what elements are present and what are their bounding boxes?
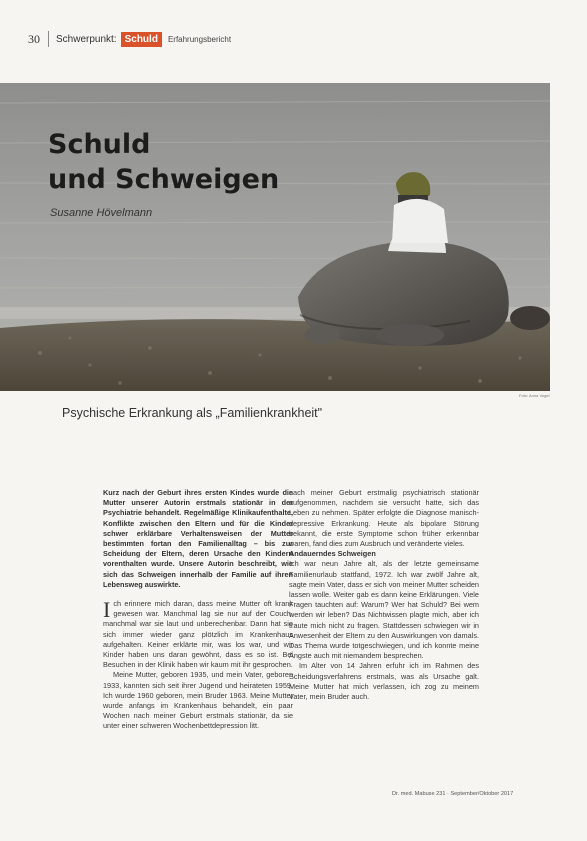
section-subheading: Andauerndes Schweigen (289, 549, 376, 559)
section-label: Schwerpunkt: (56, 33, 117, 45)
drop-cap: I (103, 597, 111, 623)
hero-photo (0, 83, 550, 391)
title-line-1: Schuld (48, 129, 151, 160)
title-line-2: und Schweigen (48, 164, 280, 195)
category-label: Erfahrungsbericht (167, 34, 232, 44)
right-column (289, 488, 479, 702)
body-paragraph-1-text: ch erinnere mich daran, dass meine Mutter oft krank gewesen war. Manchmal lag sie nur auf der Couch, manchmal war sie laut und unberechenbar. Dann hat sie sich immer wieder ganz plötzlich im Krankenhaus aufgehalten. Keiner erklärte mir, was los war, und wir Kinder haben uns daran gewöhnt, dass es so ist. Bei Besuchen in der Klinik haben wir kaum mit ihr gesprochen. (103, 599, 293, 670)
article-title (48, 127, 279, 197)
photo-credit: Foto: Anna Vogel (519, 393, 550, 398)
body-paragraph-2: Meine Mutter, geboren 1935, und mein Vater, geboren 1933, kannten sich seit ihrer Jugend und heirateten 1959. Ich wurde 1960 geboren, mein Bruder 1963. Meine Mutter wurde anfangs im Krankenhaus behandelt, ein paar Wochen nach meiner Geburt erstmals stationär, da sie unter einer schweren Wochenbettdepression litt. (103, 670, 293, 731)
left-column (103, 488, 293, 732)
article-subtitle: Psychische Erkrankung als „Familienkrankheit" (62, 406, 323, 420)
author-name: Susanne Hövelmann (50, 207, 153, 219)
body-right-paragraph-3: Im Alter von 14 Jahren erfuhr ich im Rahmen des Scheidungsverfahrens erstmals, was als Ursache galt. Meine Mutter hat mich verlassen, ich zog zu meinem Vater, mein Bruder auch. (289, 661, 479, 702)
topic-badge: Schuld (121, 32, 162, 47)
page-number: 30 (28, 31, 40, 46)
lead-paragraph: Kurz nach der Geburt ihres ersten Kindes wurde die Mutter unserer Autorin erstmals stationär in der Psychiatrie behandelt. Regelmäßige Klinikaufenthalte, Konflikte zwischen den Eltern und für die Kinder schwer erklärbare Verhaltensweisen der Mutter bestimmten fortan den Familienalltag – bis zur Scheidung der Eltern, deren Ursache den Kindern vorenthalten wurde. Unsere Autorin beschreibt, wie sich das Schweigen innerhalb der Familie auf ihren Lebensweg auswirkte. (103, 488, 293, 589)
running-header (28, 30, 231, 48)
body-right-paragraph-2: Ich war neun Jahre alt, als der letzte gemeinsame Familienurlaub stattfand, 1972. Ich war zwölf Jahre alt, sagte mein Vater, dass er sich von meiner Mutter scheiden lassen wolle. Weiter gab es dann keine Erklärungen. Viele Fragen tauchten auf: Warum? Wer hat Schuld? Bei wem werden wir leben? Das Nichtwissen plagte mich, aber ich traute mich nicht zu fragen. Stattdessen schwiegen wir in Anwesenheit der Eltern zu den Auswirkungen von damals. Das Thema wurde totgeschwiegen, und ich konnte meine Ängste auch mit niemandem besprechen. (289, 559, 479, 661)
header-divider (48, 31, 49, 47)
body-right-paragraph-1: nach meiner Geburt erstmalig psychiatrisch stationär aufgenommen, nachdem sie versucht hatte, sich das Leben zu nehmen. Später erfolgte die Diagnose manisch-depressive Erkrankung. Heute als bipolare Störung bekannt, die erste Symptome schon früher erkennbar waren, fand dies zum Ausbruch und veränderte vieles. (289, 488, 479, 549)
body-paragraph-1 (103, 599, 293, 670)
page-footer: Dr. med. Mabuse 231 · September/Oktober 2017 (392, 791, 514, 797)
